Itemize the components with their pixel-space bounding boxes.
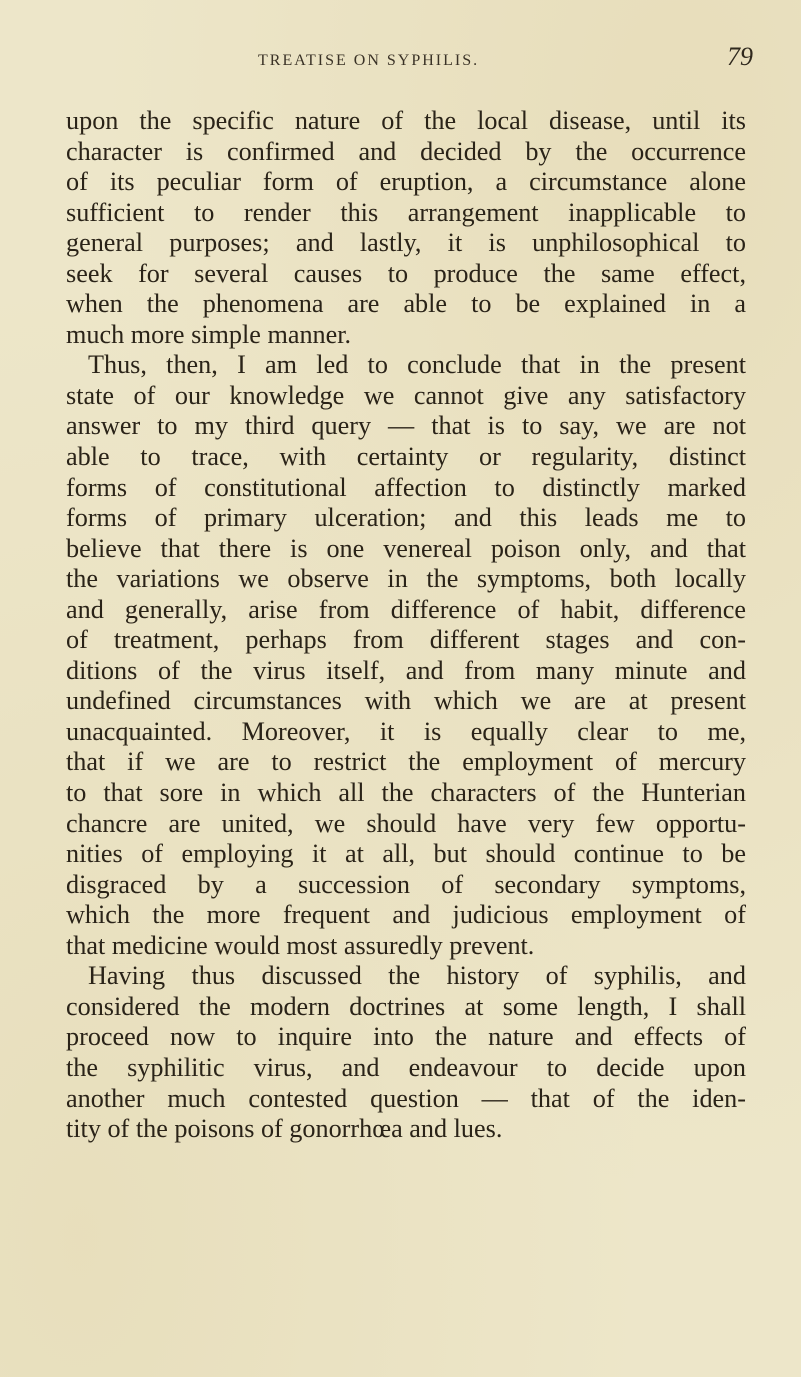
- text-line: state of our knowledge we cannot give any satisfactory: [66, 380, 746, 410]
- text-line: the syphilitic virus, and endeavour to decide upon: [66, 1052, 746, 1082]
- text-line: of treatment, perhaps from different stages and con-: [66, 625, 746, 655]
- text-line: character is confirmed and decided by the occurrence: [66, 136, 746, 166]
- text-line: seek for several causes to produce the same effect,: [66, 258, 746, 288]
- text-line: much more simple manner.: [66, 319, 352, 349]
- paragraph-start-line: Having thus discussed the history of syphilis, and: [88, 961, 746, 991]
- text-line: considered the modern doctrines at some length, I shall: [66, 991, 746, 1021]
- paragraph-start-line: Thus, then, I am led to conclude that in the present: [88, 350, 746, 380]
- text-line: to that sore in which all the characters of the Hunterian: [66, 778, 746, 808]
- text-line: ditions of the virus itself, and from many minute and: [66, 655, 746, 685]
- text-line: believe that there is one venereal poison only, and that: [66, 533, 746, 563]
- text-line: forms of constitutional affection to distinctly marked: [66, 472, 746, 502]
- text-line: chancre are united, we should have very few opportu-: [66, 808, 746, 838]
- text-line: which the more frequent and judicious employment of: [66, 900, 746, 930]
- text-line: tity of the poisons of gonorrhœa and lues.: [66, 1114, 503, 1144]
- text-line: sufficient to render this arrangement inapplicable to: [66, 197, 746, 227]
- text-line: proceed now to inquire into the nature and effects of: [66, 1022, 746, 1052]
- text-line: general purposes; and lastly, it is unphilosophical to: [66, 228, 746, 258]
- text-line: of its peculiar form of eruption, a circumstance alone: [66, 167, 746, 197]
- text-line: and generally, arise from difference of habit, difference: [66, 594, 746, 624]
- text-line: answer to my third query — that is to say, we are not: [66, 411, 746, 441]
- text-line: that medicine would most assuredly prevent.: [66, 930, 535, 960]
- running-head: TREATISE ON SYPHILIS.: [258, 52, 480, 69]
- text-line: when the phenomena are able to be explained in a: [66, 289, 746, 319]
- body-text: [66, 106, 746, 1145]
- text-line: unacquainted. Moreover, it is equally clear to me,: [66, 716, 746, 746]
- text-line: upon the specific nature of the local disease, until its: [66, 106, 746, 135]
- text-line: disgraced by a succession of secondary symptoms,: [66, 869, 746, 899]
- text-line: forms of primary ulceration; and this leads me to: [66, 503, 746, 533]
- text-line: the variations we observe in the symptoms, both locally: [66, 564, 746, 594]
- text-line: nities of employing it at all, but should continue to be: [66, 839, 746, 869]
- text-line: another much contested question — that of the iden-: [66, 1083, 746, 1113]
- text-line: able to trace, with certainty or regularity, distinct: [66, 442, 746, 472]
- text-line: that if we are to restrict the employment of mercury: [66, 747, 746, 777]
- page-number: 79: [727, 42, 753, 71]
- text-line: undefined circumstances with which we are at present: [66, 686, 746, 716]
